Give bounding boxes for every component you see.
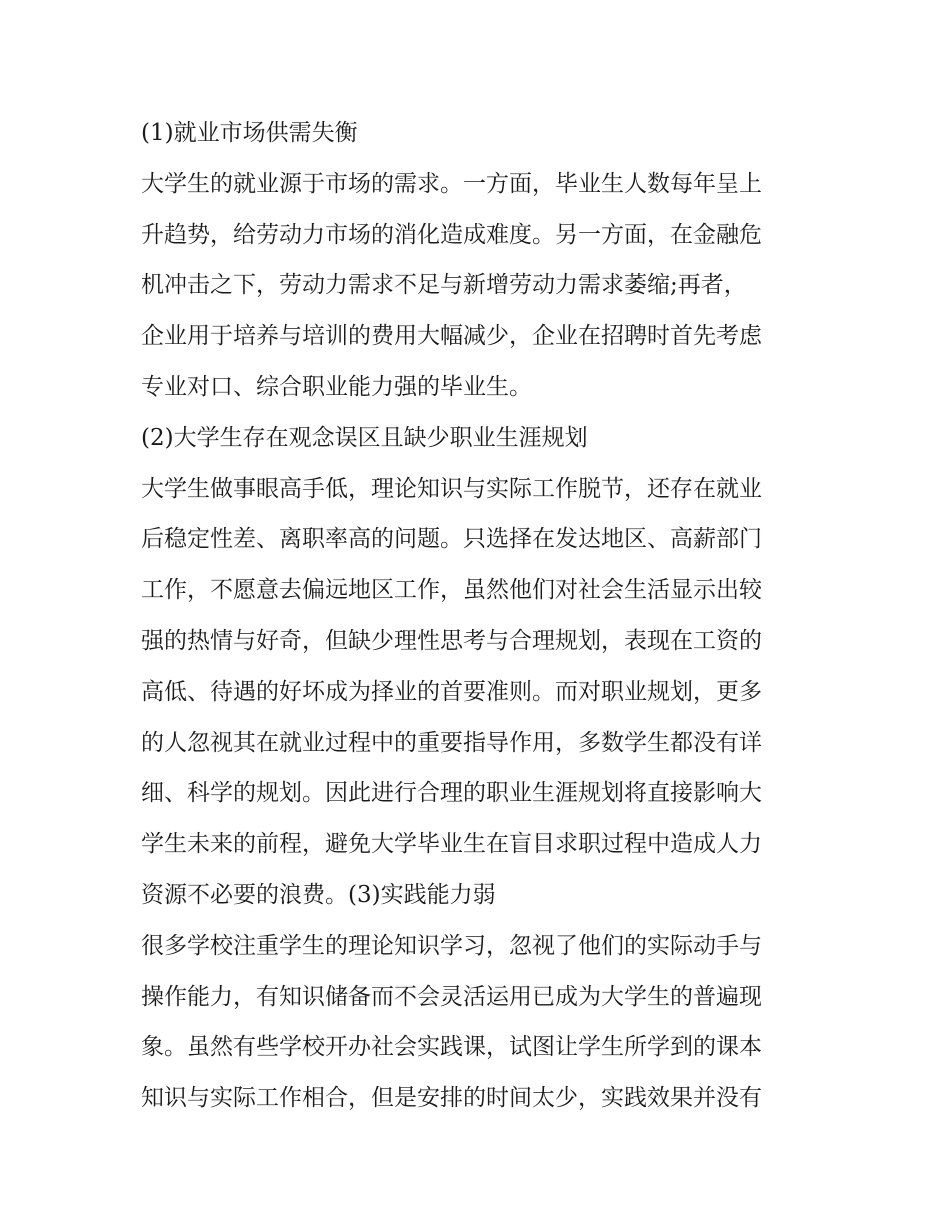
text-line: 企业用于培养与培训的费用大幅减少，企业在招聘时首先考虑 (141, 323, 762, 350)
text-line: 机冲击之下，劳动力需求不足与新增劳动力需求萎缩;再者， (141, 272, 747, 299)
text-line: 专业对口、综合职业能力强的毕业生。 (141, 373, 532, 400)
text-line: 升趋势，给劳动力市场的消化造成难度。另一方面，在金融危 (141, 221, 762, 248)
text-line: 强的热情与好奇，但缺少理性思考与合理规划，表现在工资的 (141, 627, 762, 654)
heading-2: (2)大学生存在观念误区且缺少职业生涯规划 (141, 424, 588, 451)
text-line: 学生未来的前程，避免大学毕业生在盲目求职过程中造成人力 (141, 831, 762, 858)
text-line: 很多学校注重学生的理论知识学习，忽视了他们的实际动手与 (141, 932, 762, 959)
body-text (141, 108, 821, 1124)
text-line: 高低、待遇的好坏成为择业的首要准则。而对职业规划，更多 (141, 678, 762, 705)
text-line: 后稳定性差、离职率高的问题。只选择在发达地区、高薪部门 (141, 526, 762, 553)
heading-1: (1)就业市场供需失衡 (141, 120, 358, 146)
text-line: 资源不必要的浪费。(3)实践能力弱 (141, 881, 496, 908)
text-line: 象。虽然有些学校开办社会实践课，试图让学生所学到的课本 (141, 1034, 762, 1061)
text-line: 知识与实际工作相合，但是安排的时间太少，实践效果并没有 (141, 1085, 762, 1112)
text-line: 大学生的就业源于市场的需求。一方面，毕业生人数每年呈上 (141, 170, 762, 197)
text-line: 的人忽视其在就业过程中的重要指导作用，多数学生都没有详 (141, 729, 762, 756)
text-line: 细、科学的规划。因此进行合理的职业生涯规划将直接影响大 (141, 780, 762, 807)
text-line: 操作能力，有知识储备而不会灵活运用已成为大学生的普遍现 (141, 983, 762, 1010)
text-line: 工作，不愿意去偏远地区工作，虽然他们对社会生活显示出较 (141, 577, 762, 604)
text-line: 大学生做事眼高手低，理论知识与实际工作脱节，还存在就业 (141, 475, 762, 502)
